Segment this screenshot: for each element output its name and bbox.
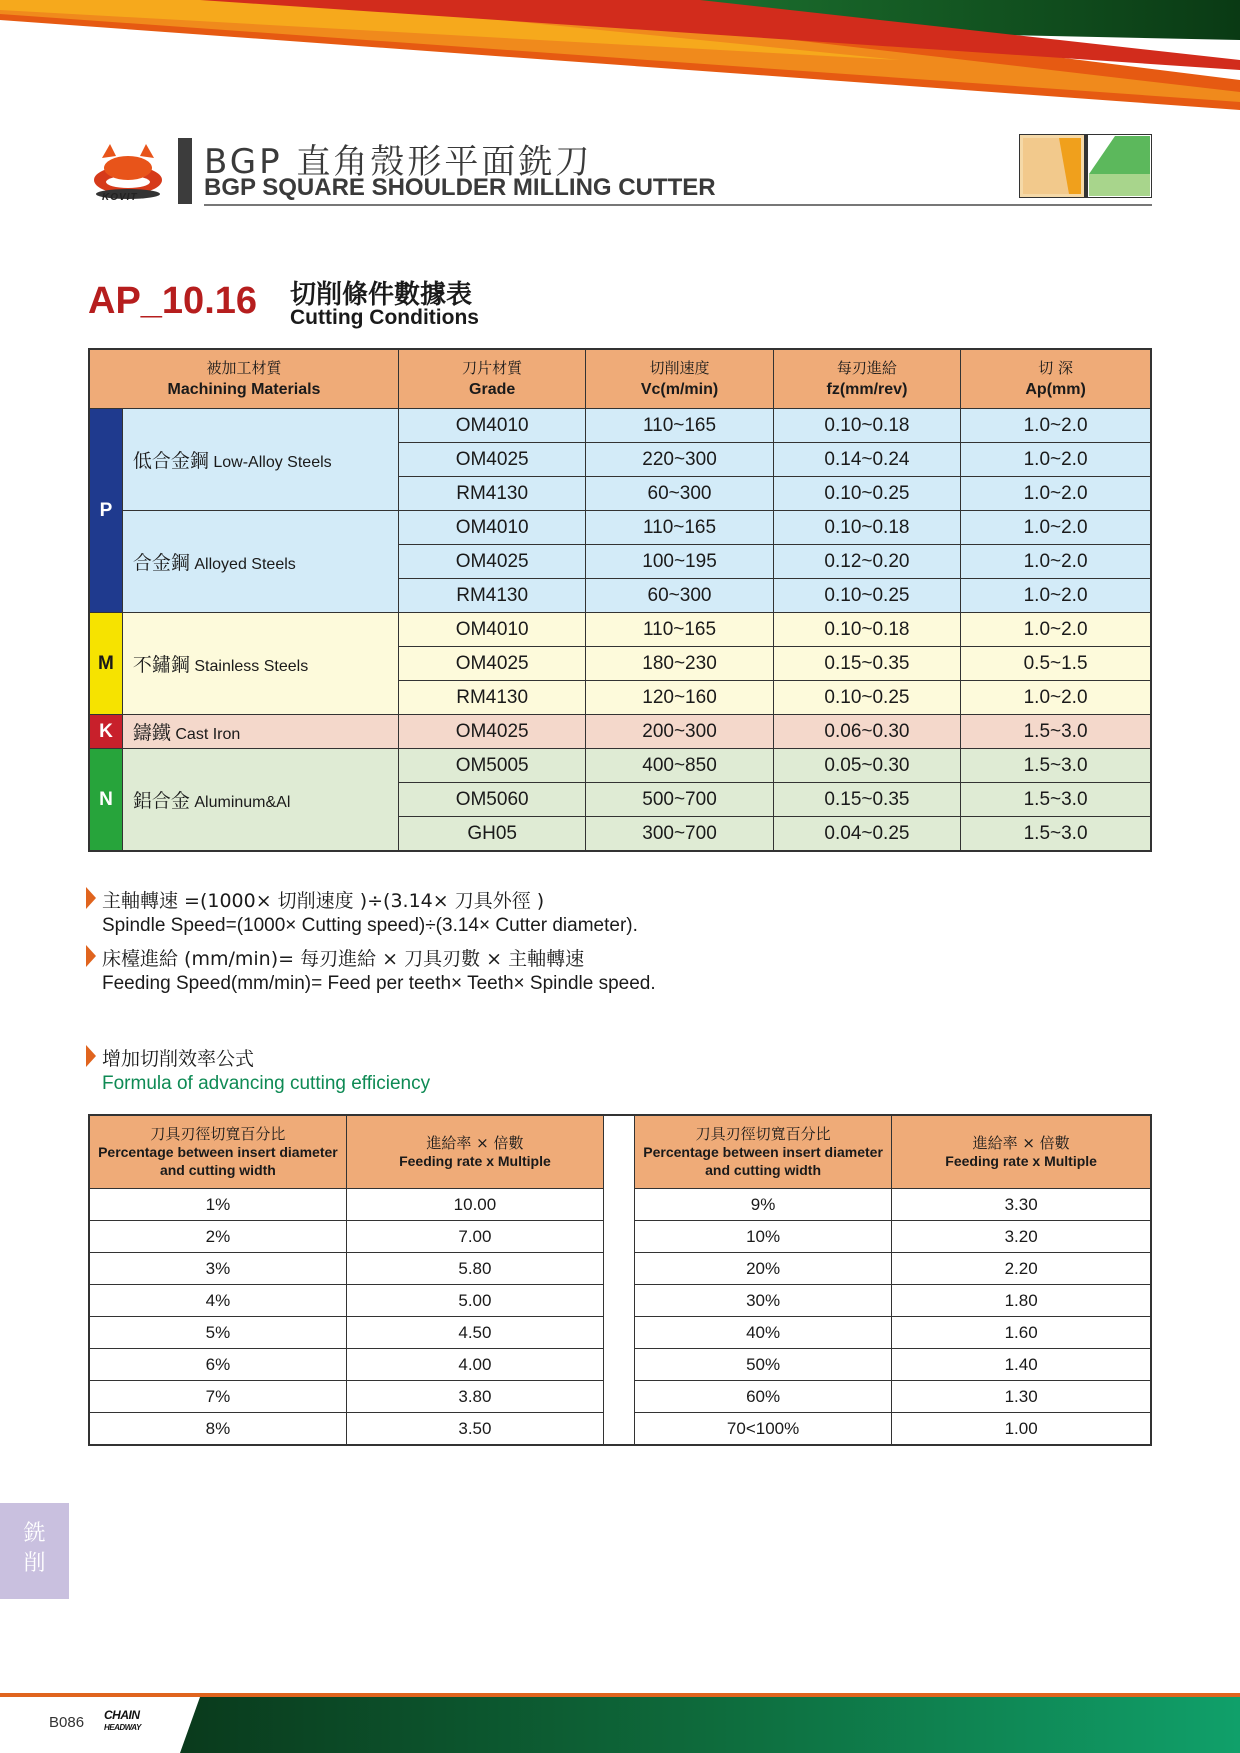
table-gap [604,1115,635,1445]
ap-cell: 1.5~3.0 [961,749,1151,783]
side-tab-line: 削 [23,1551,46,1576]
page-number: B086 [49,1714,85,1731]
vc-cell: 120~160 [586,681,773,715]
insert-shape-icon [1019,134,1152,198]
pct-cell: 60% [634,1381,891,1413]
mult-cell: 2.20 [892,1253,1151,1285]
header-bar [178,138,192,204]
ap-cell: 1.5~3.0 [961,715,1151,749]
mult-cell: 1.40 [892,1349,1151,1381]
iso-badge-k: K [89,715,122,749]
grade-cell: OM4010 [398,409,585,443]
fz-cell: 0.10~0.25 [773,477,960,511]
table-row [89,715,1151,749]
vc-cell: 200~300 [586,715,773,749]
arrow-bullet-icon [86,887,96,909]
ap-cell: 1.0~2.0 [961,443,1151,477]
col-header-percentage: 刀具刃徑切寬百分比 Percentage between insert diameter and cutting width [89,1115,346,1189]
formula-notes [86,884,1086,1100]
table-header-row [89,1115,1151,1189]
pct-cell: 2% [89,1221,346,1253]
logo-text: KOVIT [102,192,138,203]
vc-cell: 180~230 [586,647,773,681]
vc-cell: 110~165 [586,409,773,443]
mult-cell: 5.80 [346,1253,603,1285]
fz-cell: 0.06~0.30 [773,715,960,749]
fz-cell: 0.12~0.20 [773,545,960,579]
ap-cell: 1.0~2.0 [961,545,1151,579]
grade-cell: OM4025 [398,443,585,477]
efficiency-heading-en: Formula of advancing cutting efficiency [102,1073,431,1094]
pct-cell: 9% [634,1189,891,1221]
mult-cell: 3.30 [892,1189,1151,1221]
pct-cell: 10% [634,1221,891,1253]
grade-cell: OM5005 [398,749,585,783]
top-banner [0,0,1240,120]
spindle-formula-en: Spindle Speed=(1000× Cutting speed)÷(3.14× Cutter diameter). [102,915,638,936]
grade-cell: OM4010 [398,613,585,647]
vc-cell: 300~700 [586,817,773,852]
table-row [89,613,1151,647]
grade-cell: OM4025 [398,647,585,681]
fz-cell: 0.14~0.24 [773,443,960,477]
fz-cell: 0.10~0.18 [773,409,960,443]
grade-cell: OM4025 [398,545,585,579]
pct-cell: 1% [89,1189,346,1221]
col-header-grade: 刀片材質 Grade [398,349,585,409]
fz-cell: 0.10~0.18 [773,511,960,545]
section-title-en: Cutting Conditions [290,306,479,329]
pct-cell: 50% [634,1349,891,1381]
fz-cell: 0.10~0.18 [773,613,960,647]
vc-cell: 110~165 [586,613,773,647]
mult-cell: 3.80 [346,1381,603,1413]
pct-cell: 8% [89,1413,346,1446]
spindle-formula-cn: 主軸轉速 =(1000× 切削速度 )÷(3.14× 刀具外徑 ) [86,884,1086,913]
section-code: AP_10.16 [88,280,258,322]
vc-cell: 100~195 [586,545,773,579]
material-cell: 合金鋼 Alloyed Steels [122,511,398,613]
feed-formula-cn: 床檯進給 (mm/min)= 每刃進給 × 刀具刃數 × 主軸轉速 [86,942,1086,971]
fz-cell: 0.10~0.25 [773,579,960,613]
iso-badge-n: N [89,749,122,852]
ap-cell: 1.0~2.0 [961,579,1151,613]
arrow-bullet-icon [86,1045,96,1067]
mult-cell: 3.50 [346,1413,603,1446]
pct-cell: 5% [89,1317,346,1349]
page-title-cn: BGP 直角殼形平面銑刀 [204,142,593,182]
ap-cell: 1.5~3.0 [961,783,1151,817]
arrow-bullet-icon [86,945,96,967]
grade-cell: RM4130 [398,681,585,715]
iso-badge-m: M [89,613,122,715]
vc-cell: 60~300 [586,477,773,511]
ap-cell: 1.0~2.0 [961,477,1151,511]
ap-cell: 1.0~2.0 [961,681,1151,715]
ap-cell: 1.0~2.0 [961,613,1151,647]
cutting-conditions-table [88,348,1152,852]
col-header-multiple: 進給率 × 倍數 Feeding rate x Multiple [892,1115,1151,1189]
mult-cell: 3.20 [892,1221,1151,1253]
mult-cell: 1.80 [892,1285,1151,1317]
grade-cell: GH05 [398,817,585,852]
table-header-row [89,349,1151,409]
grade-cell: OM4025 [398,715,585,749]
mult-cell: 1.60 [892,1317,1151,1349]
efficiency-heading-cn: 增加切削效率公式 [86,1042,1086,1071]
fz-cell: 0.10~0.25 [773,681,960,715]
fz-cell: 0.15~0.35 [773,647,960,681]
vc-cell: 400~850 [586,749,773,783]
material-cell: 鋁合金 Aluminum&Al [122,749,398,852]
pct-cell: 30% [634,1285,891,1317]
brand-sub: HEADWAY [104,1723,141,1732]
side-tab-line: 銑 [23,1521,46,1546]
col-header-fz: 每刃進給 fz(mm/rev) [773,349,960,409]
grade-cell: RM4130 [398,477,585,511]
side-chapter-tab [0,1503,69,1599]
page-header [88,132,1152,208]
col-header-vc: 切削速度 Vc(m/min) [586,349,773,409]
vc-cell: 60~300 [586,579,773,613]
ap-cell: 0.5~1.5 [961,647,1151,681]
material-cell: 低合金鋼 Low-Alloy Steels [122,409,398,511]
mult-cell: 5.00 [346,1285,603,1317]
efficiency-table [88,1114,1152,1446]
mult-cell: 1.00 [892,1413,1151,1446]
pct-cell: 6% [89,1349,346,1381]
pct-cell: 20% [634,1253,891,1285]
pct-cell: 4% [89,1285,346,1317]
table-row [89,511,1151,545]
material-cell: 鑄鐵 Cast Iron [122,715,398,749]
pct-cell: 3% [89,1253,346,1285]
mult-cell: 1.30 [892,1381,1151,1413]
grade-cell: OM5060 [398,783,585,817]
table-row [89,409,1151,443]
pct-cell: 7% [89,1381,346,1413]
col-header-multiple: 進給率 × 倍數 Feeding rate x Multiple [346,1115,603,1189]
fz-cell: 0.05~0.30 [773,749,960,783]
vc-cell: 220~300 [586,443,773,477]
section-title-cn: 切削條件數據表 [290,280,473,310]
fz-cell: 0.04~0.25 [773,817,960,852]
grade-cell: OM4010 [398,511,585,545]
footer-banner [0,1693,1240,1753]
mult-cell: 10.00 [346,1189,603,1221]
header-divider [204,204,1152,206]
mult-cell: 7.00 [346,1221,603,1253]
feed-formula-en: Feeding Speed(mm/min)= Feed per teeth× Teeth× Spindle speed. [102,973,656,994]
grade-cell: RM4130 [398,579,585,613]
mult-cell: 4.50 [346,1317,603,1349]
vc-cell: 110~165 [586,511,773,545]
ap-cell: 1.0~2.0 [961,409,1151,443]
ap-cell: 1.0~2.0 [961,511,1151,545]
col-header-material: 被加工材質 Machining Materials [89,349,398,409]
chain-headway-logo-icon [104,1710,141,1733]
fz-cell: 0.15~0.35 [773,783,960,817]
iso-badge-p: P [89,409,122,613]
brand-name: CHAIN [104,1708,140,1722]
pct-cell: 40% [634,1317,891,1349]
mult-cell: 4.00 [346,1349,603,1381]
page-title-en: BGP SQUARE SHOULDER MILLING CUTTER [204,174,716,201]
ap-cell: 1.5~3.0 [961,817,1151,852]
pct-cell: 70<100% [634,1413,891,1446]
col-header-percentage: 刀具刃徑切寬百分比 Percentage between insert diameter and cutting width [634,1115,891,1189]
material-cell: 不鏽鋼 Stainless Steels [122,613,398,715]
col-header-ap: 切 深 Ap(mm) [961,349,1151,409]
table-row [89,749,1151,783]
vc-cell: 500~700 [586,783,773,817]
